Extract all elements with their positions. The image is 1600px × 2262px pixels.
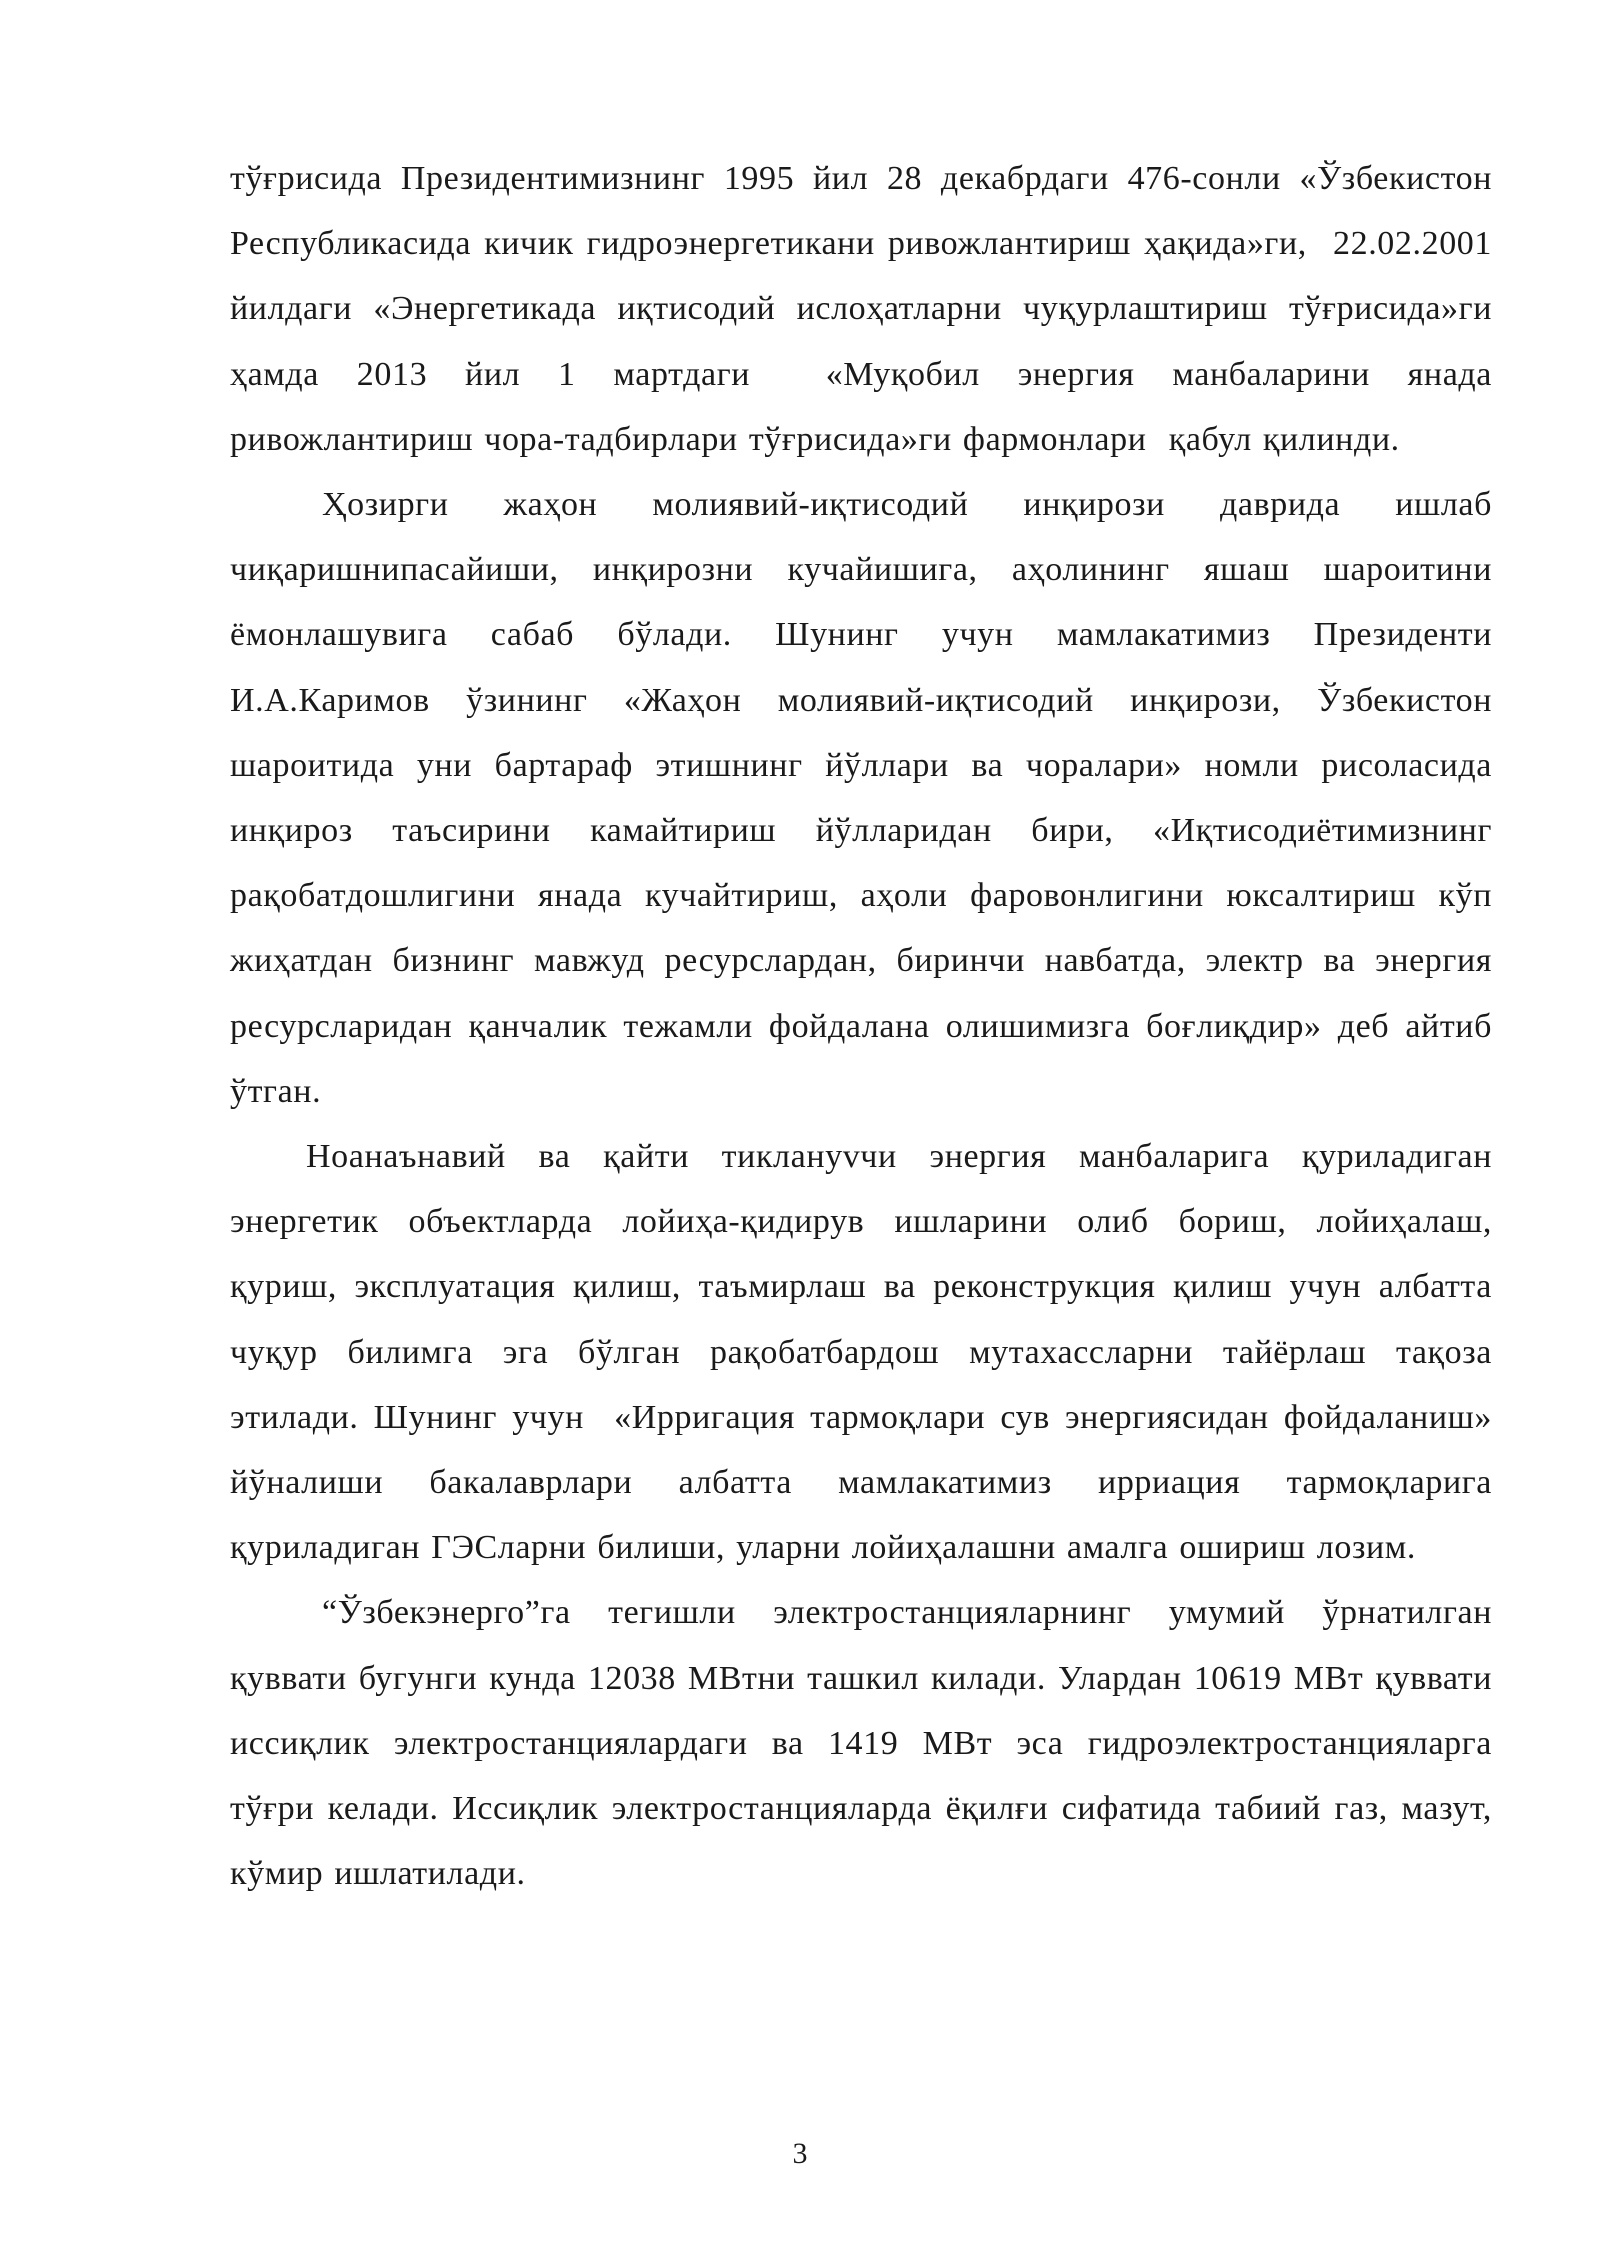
paragraph-3: Ноанаънавий ва қайти тиклануvчи энергия манбаларига қуриладиган энергетик объектларда лойиҳа-қидирув ишларини олиб бориш, лойиҳалаш, қуриш, эксплуатация қилиш, таъмирлаш ва реконструкция қилиш учун албатта чуқур билимга эга бўлган рақобатбардош мутахассларни тайёрлаш тақоза этилади. Шунинг учун «Ирригация тармоқлари сув энергиясидан фойдаланиш» йўналиши бакалаврлари албатта мамлакатимиз ирриация тармоқларига қуриладиган ГЭСларни билиши, уларни лойиҳалашни амалга ошириш лозим. <box>230 1138 1504 1567</box>
paragraph-2: Ҳозирги жаҳон молиявий-иқтисодий инқирози даврида ишлаб чиқаришнипасайиши, инқирозни кучайишига, аҳолининг яшаш шароитини ёмонлашувига сабаб бўлади. Шунинг учун мамлакатимиз Президенти И.А.Каримов ўзининг «Жаҳон молиявий-иқтисодий инқирози, Ўзбекистон шароитида уни бартараф этишнинг йўллари ва чоралари» номли рисоласида инқироз таъсирини камайтириш йўлларидан бири, «Иқтисодиётимизнинг рақобатдошлигини янада кучайтириш, аҳоли фаровонлигини юксалтириш кўп жиҳатдан бизнинг мавжуд ресурслардан, биринчи навбатда, электр ва энергия ресурсларидан қанчалик тежамли фойдалана олишимизга боғлиқдир» деб айтиб ўтган. <box>230 486 1504 1110</box>
page-body <box>230 146 1515 1906</box>
page-number: 3 <box>792 2137 808 2170</box>
paragraph-4: “Ўзбекэнерго”га тегишли электростанцияларнинг умумий ўрнатилган қуввати бугунги кунда 12038 МВтни ташкил килади. Улардан 10619 МВт қуввати иссиқлик электростанциялардаги ва 1419 МВт эса гидроэлектростанцияларга тўғри келади. Иссиқлик электростанцияларда ёқилғи сифатида табиий газ, мазут, кўмир ишлатилади. <box>230 1594 1504 1893</box>
paragraph-1: тўғрисида Президентимизнинг 1995 йил 28 декабрдаги 476-сонли «Ўзбекистон Республикасида кичик гидроэнергетикани ривожлантириш ҳақида»ги, 22.02.2001 йилдаги «Энергетикада иқтисодий ислоҳатларни чуқурлаштириш тўғрисида»ги ҳамда 2013 йил 1 мартдаги «Муқобил энергия манбаларини янада ривожлантириш чора-тадбирлари тўғрисида»ги фармонлари қабул қилинди. <box>230 160 1515 458</box>
